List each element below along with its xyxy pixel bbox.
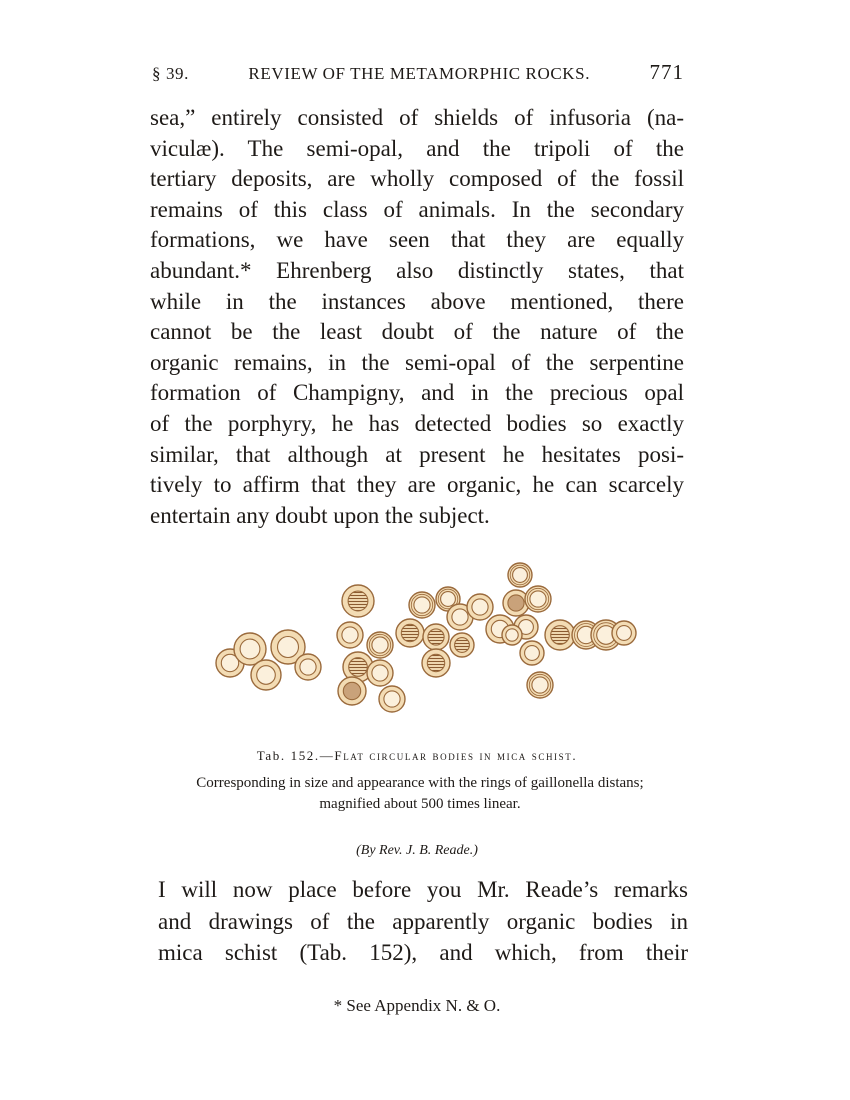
text-line: viculæ). The semi-opal, and the tripoli of the xyxy=(150,135,684,161)
circular-body xyxy=(295,654,321,680)
circular-body xyxy=(251,660,281,690)
page-header xyxy=(152,60,684,90)
running-title: REVIEW OF THE METAMORPHIC ROCKS. xyxy=(248,64,591,83)
figure-credit: (By Rev. J. B. Reade.) xyxy=(356,843,478,858)
text-line: tively to affirm that they are organic, he can scarcely xyxy=(150,472,684,498)
caption-title-text: Flat circular bodies in mica schist. xyxy=(334,748,578,763)
caption-line: Corresponding in size and appearance with the rings of gaillonella distans; xyxy=(196,775,644,791)
text-line: formations, we have seen that they are equally xyxy=(150,227,684,253)
text-line: organic remains, in the semi-opal of the serpentine xyxy=(150,349,684,375)
text-line: tertiary deposits, are wholly composed of the fossil xyxy=(150,166,684,192)
caption-line: magnified about 500 times linear. xyxy=(319,796,521,812)
text-line: mica schist (Tab. 152), and which, from their xyxy=(158,940,688,965)
text-line: of the porphyry, he has detected bodies so exactly xyxy=(150,410,684,436)
circular-body xyxy=(367,632,393,658)
text-line: entertain any doubt upon the subject. xyxy=(150,502,490,528)
caption-label: Tab. 152.— xyxy=(256,748,335,763)
circular-body xyxy=(396,619,424,647)
text-line: and drawings of the apparently organic bodies in xyxy=(158,908,688,934)
figure-caption-description xyxy=(150,773,690,815)
circular-body xyxy=(527,672,553,698)
text-line: formation of Champigny, and in the precious opal xyxy=(150,380,684,406)
text-line: remains of this class of animals. In the secondary xyxy=(150,196,684,222)
circular-body xyxy=(367,660,393,686)
text-line: sea,” entirely consisted of shields of infusoria (na- xyxy=(150,105,684,130)
page-number: 771 xyxy=(649,60,684,84)
circular-body xyxy=(520,641,544,665)
figure-caption-title xyxy=(150,748,684,764)
circular-body xyxy=(423,624,449,650)
footnote: * See Appendix N. & O. xyxy=(333,996,501,1015)
text-line: abundant.* Ehrenberg also distinctly states, that xyxy=(150,257,684,283)
circular-body xyxy=(450,633,474,657)
circular-body xyxy=(409,592,435,618)
circular-body xyxy=(379,686,405,712)
circular-body xyxy=(342,585,374,617)
illustration-circular-bodies xyxy=(210,555,650,725)
circular-body xyxy=(612,621,636,645)
section-number: § 39. xyxy=(152,64,189,83)
text-line: similar, that although at present he hesitates posi- xyxy=(150,441,684,467)
text-line: while in the instances above mentioned, there xyxy=(150,288,684,314)
circular-body xyxy=(525,586,551,612)
paragraph-1 xyxy=(150,103,684,531)
circular-body xyxy=(337,622,363,648)
circular-body xyxy=(422,649,450,677)
text-line: I will now place before you Mr. Reade’s remarks xyxy=(158,877,688,902)
paragraph-2 xyxy=(158,874,688,969)
circular-body xyxy=(502,625,522,645)
circular-body xyxy=(508,563,532,587)
circular-body xyxy=(545,620,575,650)
circular-body xyxy=(467,594,493,620)
circular-body xyxy=(338,677,366,705)
text-line: cannot be the least doubt of the nature of the xyxy=(150,319,684,345)
